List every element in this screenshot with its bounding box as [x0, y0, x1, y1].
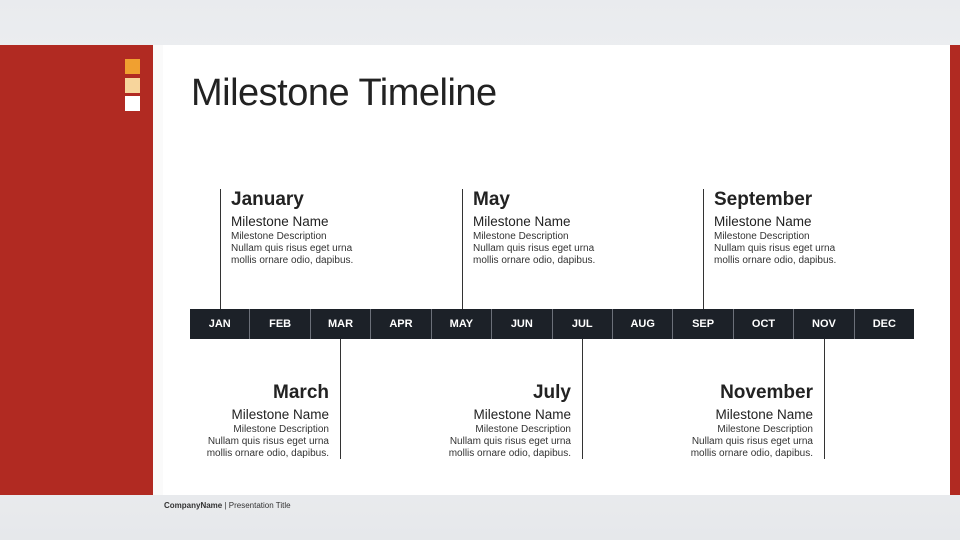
- connector-september: [703, 189, 704, 309]
- footer-company: CompanyName: [164, 501, 223, 510]
- milestone-description: Milestone Description: [231, 231, 327, 242]
- month-sep: SEP: [672, 309, 732, 339]
- milestone-description: Milestone Description: [475, 424, 571, 435]
- milestone-name: Milestone Name: [473, 407, 571, 422]
- milestone-description: Nullam quis risus eget urna: [714, 243, 836, 254]
- connector-july: [582, 339, 583, 459]
- milestone-january: [231, 189, 406, 266]
- footer-separator: |: [222, 501, 229, 510]
- decor-square-white: [125, 96, 140, 111]
- connector-march: [340, 339, 341, 459]
- milestone-march: [154, 382, 329, 459]
- footer: [164, 501, 291, 510]
- milestone-name: Milestone Name: [715, 407, 813, 422]
- milestone-month: March: [273, 382, 329, 403]
- milestone-name: Milestone Name: [231, 407, 329, 422]
- month-aug: AUG: [612, 309, 672, 339]
- milestone-description: Milestone Description: [714, 231, 810, 242]
- milestone-description: Nullam quis risus eget urna: [691, 436, 813, 447]
- milestone-may: [473, 189, 648, 266]
- connector-january: [220, 189, 221, 309]
- month-oct: OCT: [733, 309, 793, 339]
- decor-square-orange: [125, 59, 140, 74]
- milestone-month: November: [720, 382, 813, 403]
- milestone-description: Nullam quis risus eget urna: [473, 243, 595, 254]
- milestone-month: July: [532, 382, 571, 403]
- month-dec: DEC: [854, 309, 914, 339]
- milestone-description: Nullam quis risus eget urna: [231, 243, 353, 254]
- month-bar: [190, 309, 914, 339]
- milestone-description: Nullam quis risus eget urna: [449, 436, 571, 447]
- milestone-name: Milestone Name: [473, 214, 571, 229]
- month-jan: JAN: [208, 318, 231, 330]
- slide-title: Milestone Timeline: [191, 72, 497, 114]
- decor-square-peach: [125, 78, 140, 93]
- month-apr: APR: [370, 309, 430, 339]
- milestone-description: Milestone Description: [473, 231, 569, 242]
- milestone-name: Milestone Name: [714, 214, 812, 229]
- connector-november: [824, 339, 825, 459]
- month-jun: JUN: [491, 309, 551, 339]
- month-may: MAY: [431, 309, 491, 339]
- milestone-description: Milestone Description: [233, 424, 329, 435]
- milestone-description: mollis ornare odio, dapibus.: [206, 448, 329, 459]
- milestone-description: mollis ornare odio, dapibus.: [448, 448, 571, 459]
- milestone-month: September: [714, 189, 813, 210]
- left-accent-band: [0, 45, 153, 495]
- milestone-description: mollis ornare odio, dapibus.: [231, 255, 354, 266]
- milestone-description: mollis ornare odio, dapibus.: [690, 448, 813, 459]
- month-nov: NOV: [793, 309, 853, 339]
- milestone-november: [638, 382, 813, 459]
- milestone-description: mollis ornare odio, dapibus.: [473, 255, 596, 266]
- milestone-month: January: [231, 189, 304, 210]
- month-feb: FEB: [249, 309, 309, 339]
- month-mar: MAR: [310, 309, 370, 339]
- milestone-description: mollis ornare odio, dapibus.: [714, 255, 837, 266]
- milestone-name: Milestone Name: [231, 214, 329, 229]
- month-jul: JUL: [552, 309, 612, 339]
- milestone-month: May: [473, 189, 510, 210]
- milestone-september: [714, 189, 889, 266]
- footer-presentation-title: Presentation Title: [228, 501, 291, 510]
- connector-may: [462, 189, 463, 309]
- milestone-description: Nullam quis risus eget urna: [207, 436, 329, 447]
- milestone-description: Milestone Description: [717, 424, 813, 435]
- right-accent-band: [950, 45, 960, 495]
- milestone-july: [396, 382, 571, 459]
